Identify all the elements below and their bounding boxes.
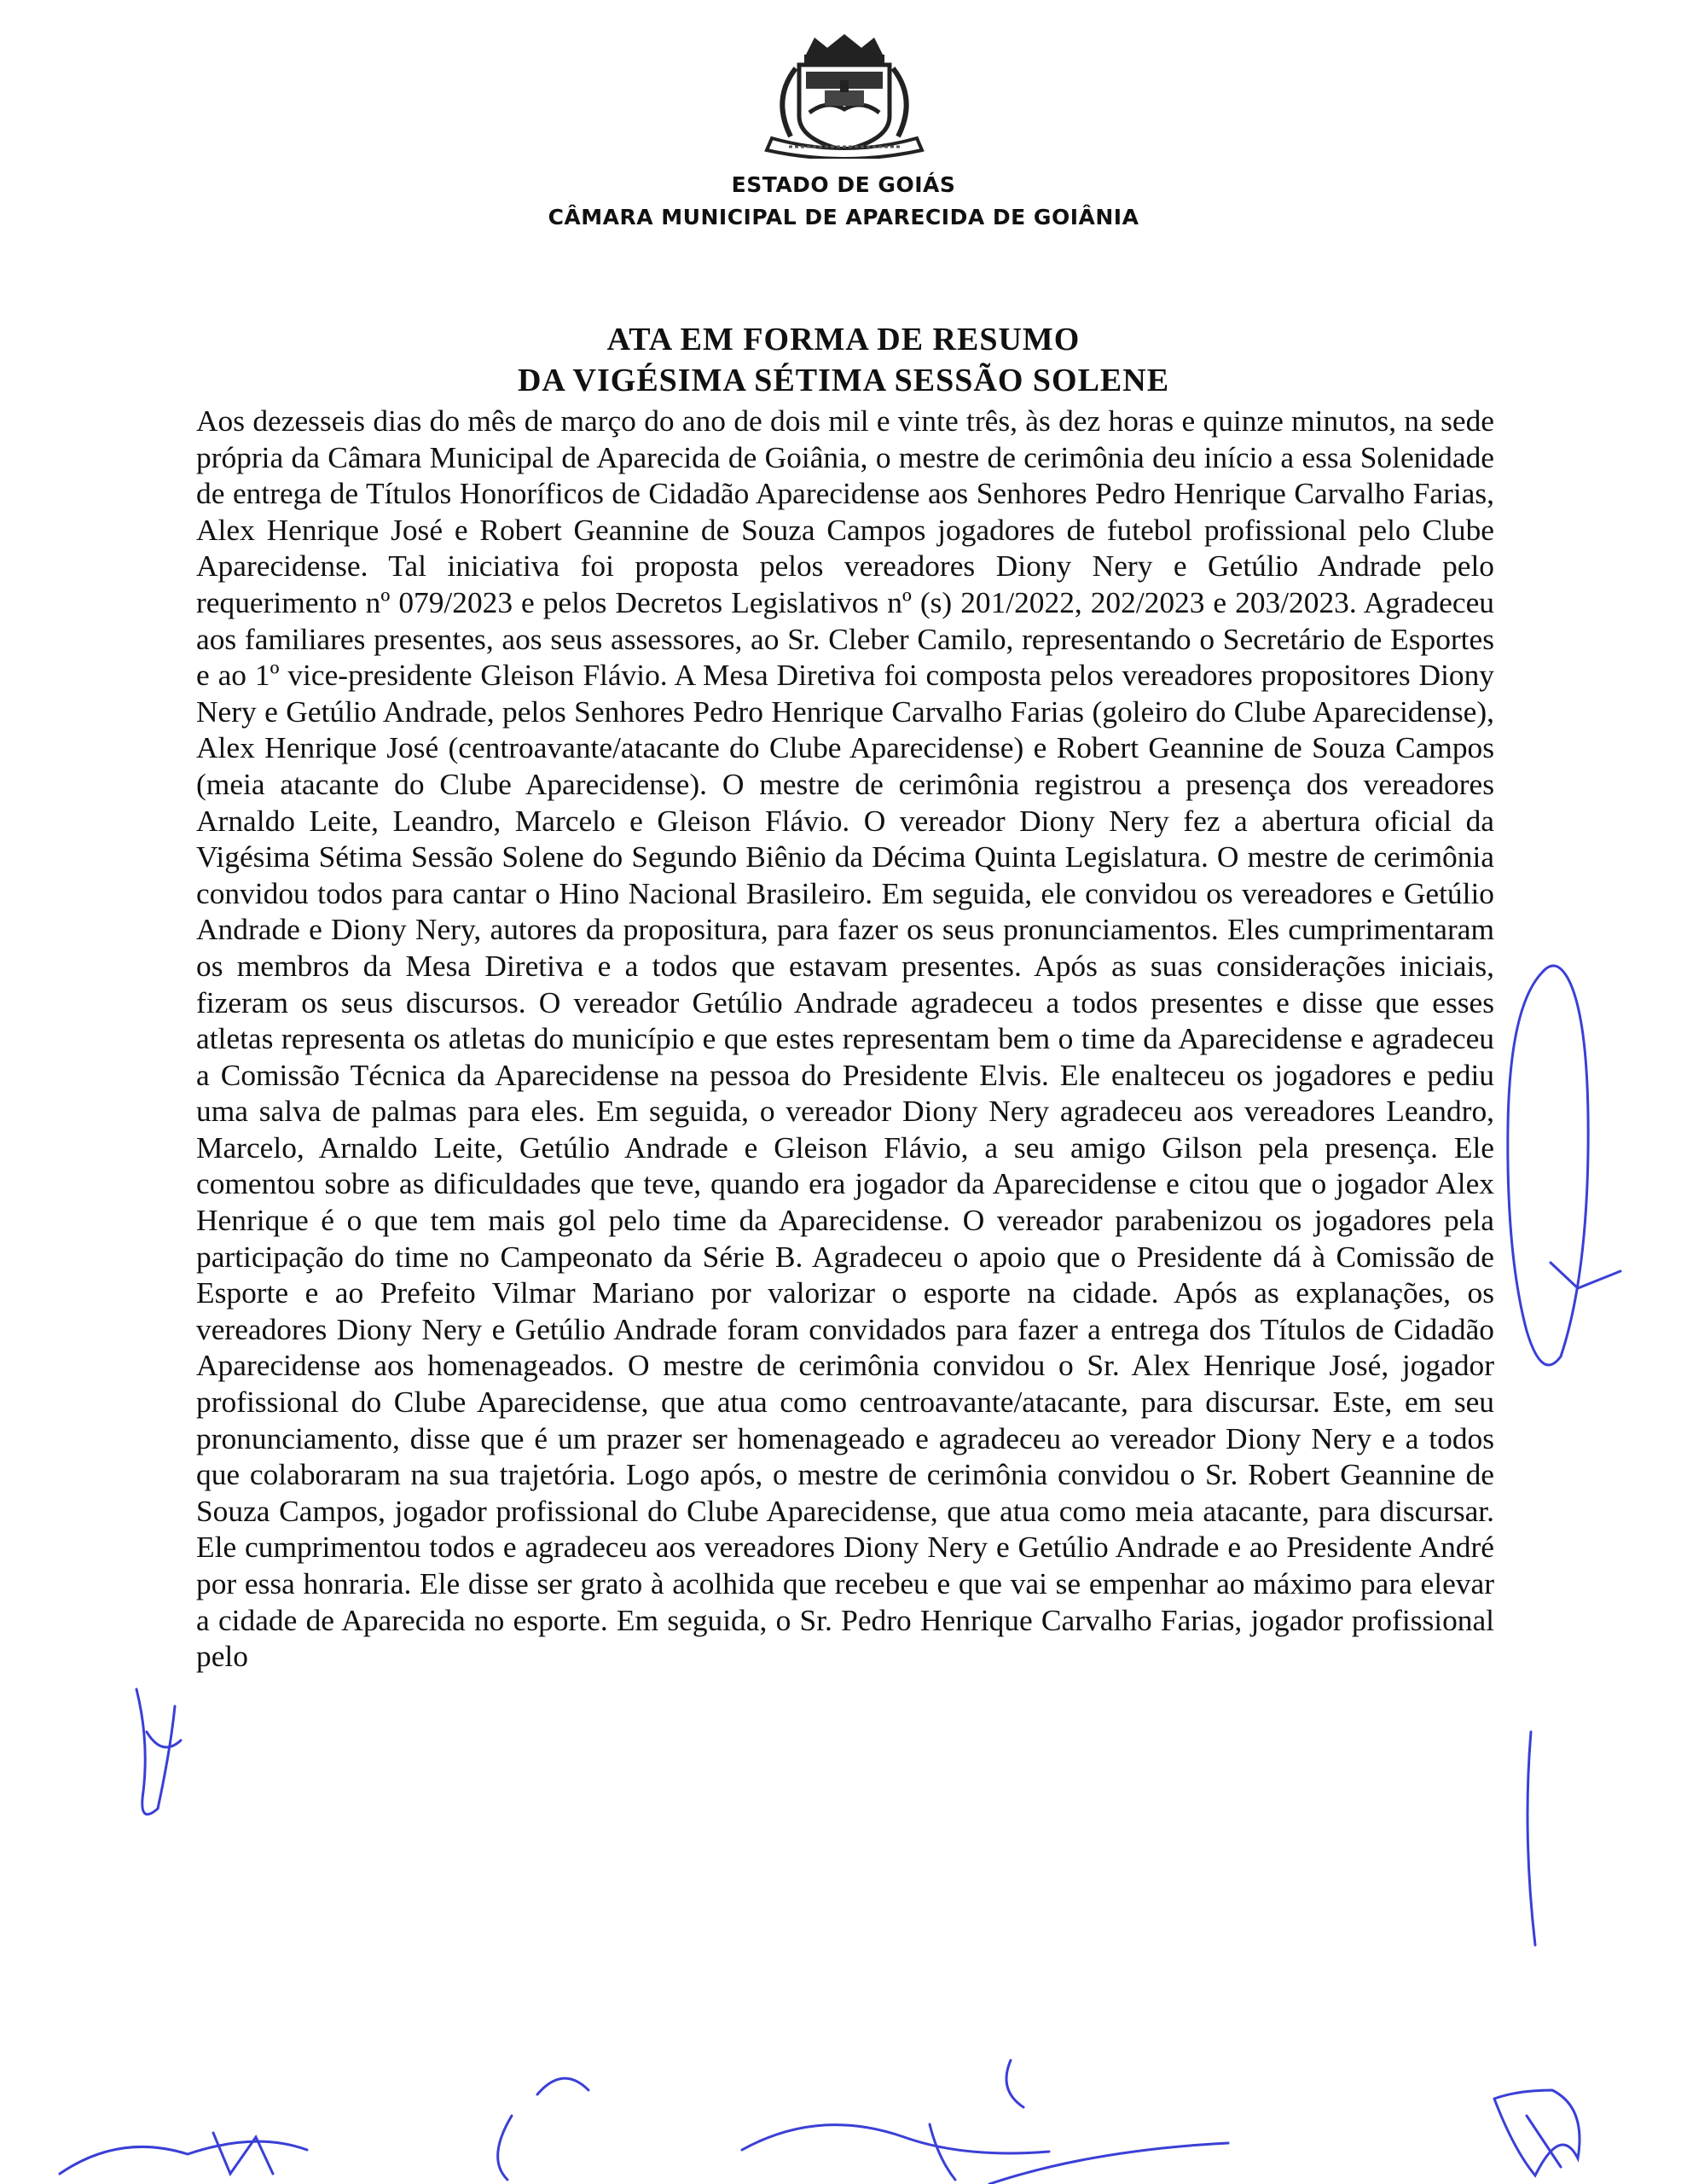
header-chamber: CÂMARA MUNICIPAL DE APARECIDA DE GOIÂNIA (548, 205, 1139, 229)
municipal-coat-of-arms-icon (746, 31, 942, 159)
document-title-line1: ATA EM FORMA DE RESUMO (606, 322, 1081, 357)
header-state: ESTADO DE GOIÁS (731, 172, 956, 197)
minutes-body-text: Aos dezesseis dias do mês de março do ano de dois mil e vinte três, às dez horas e quinze minutos, na sede própria da Câmara Municipal de Aparecida de Goiânia, o mestre de cerimônia deu início a essa Solenidade de entrega de Títulos Honoríficos de Cidadão Aparecidense aos Senhores Pedro Henrique Carvalho Farias, Alex Henrique José e Robert Geannine de Souza Campos jogadores de futebol profissional pelo Clube Aparecidense. Tal iniciativa foi proposta pelos vereadores Diony Nery e Getúlio Andrade pelo requerimento nº 079/2023 e pelos Decretos Legislativos nº (s) 201/2022, 202/2023 e 203/2023. Agradeceu aos familiares presentes, aos seus assessores, ao Sr. Cleber Camilo, representando o Secretário de Esportes e ao 1º vice-presidente Gleison Flávio. A Mesa Diretiva foi composta pelos vereadores propositores Diony Nery e Getúlio Andrade, pelos Senhores Pedro Henrique Carvalho Farias (goleiro do Clube Aparecidense), Alex Henrique José (centroavante/atacante do Clube Aparecidense) e Robert Geannine de Souza Campos (meia atacante do Clube Aparecidense). O mestre de cerimônia registrou a presença dos vereadores Arnaldo Leite, Leandro, Marcelo e Gleison Flávio. O vereador Diony Nery fez a abertura oficial da Vigésima Sétima Sessão Solene do Segundo Biênio da Décima Quinta Legislatura. O mestre de cerimônia convidou todos para cantar o Hino Nacional Brasileiro. Em seguida, ele convidou os vereadores e Getúlio Andrade e Diony Nery, autores da propositura, para fazer os seus pronunciamentos. Eles cumprimentaram os membros da Mesa Diretiva e a todos que estavam presentes. Após as suas considerações iniciais, fizeram os seus discursos. O vereador Getúlio Andrade agradeceu a todos presentes e disse que esses atletas representa os atletas do município e que estes representam bem o time da Aparecidense e agradeceu a Comissão Técnica da Aparecidense na pessoa do Presidente Elvis. Ele enalteceu os jogadores e pediu uma salva de palmas para eles. Em seguida, o vereador Diony Nery agradeceu aos vereadores Leandro, Marcelo, Arnaldo Leite, Getúlio Andrade e Gleison Flávio, a seu amigo Gilson pela presença. Ele comentou sobre as dificuldades que teve, quando era jogador da Aparecidense e citou que o jogador Alex Henrique é o que tem mais gol pelo time da Aparecidense. O vereador parabenizou os jogadores pela participação do time no Campeonato da Série B. Agradeceu o apoio que o Presidente dá à Comissão de Esporte e ao Prefeito Vilmar Mariano por valorizar o esporte na cidade. Após as explanações, os vereadores Diony Nery e Getúlio Andrade foram convidados para fazer a entrega dos Títulos de Cidadão Aparecidense aos homenageados. O mestre de cerimônia convidou o Sr. Alex Henrique José, jogador profissional do Clube Aparecidense, que atua como centroavante/atacante, para discursar. Este, em seu pronunciamento, disse que é um prazer ser homenageado e agradeceu ao vereador Diony Nery e a todos que colaboraram na sua trajetória. Logo após, o mestre de cerimônia convidou o Sr. Robert Geannine de Souza Campos, jogador profissional do Clube Aparecidense, que atua como meia atacante, para discursar. Ele cumprimentou todos e agradeceu aos vereadores Diony Nery e Getúlio Andrade e ao Presidente André por essa honraria. Ele disse ser grato à acolhida que recebeu e que vai se empenhar ao máximo para elevar a cidade de Aparecida no esporte. Em seguida, o Sr. Pedro Henrique Carvalho Farias, jogador profissional pelo (196, 404, 1494, 1674)
document-title-line2: DA VIGÉSIMA SÉTIMA SESSÃO SOLENE (517, 363, 1170, 398)
